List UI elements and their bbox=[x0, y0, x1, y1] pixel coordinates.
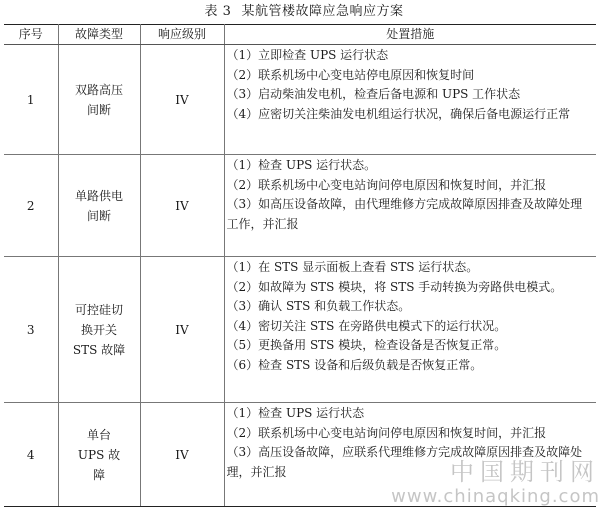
measure-item: （1）检查 UPS 运行状态 bbox=[226, 406, 365, 420]
measure-item: （3）高压设备故障，应联系代理维修方完成故障原因排查及故障处理，并汇报 bbox=[226, 445, 583, 479]
row-response-level: IV bbox=[140, 257, 224, 403]
measure-item: （4）密切关注 STS 在旁路供电模式下的运行状况。 bbox=[226, 318, 507, 333]
table-title: 某航管楼故障应急响应方案 bbox=[241, 4, 404, 19]
table-row bbox=[4, 45, 596, 155]
table-row bbox=[4, 403, 596, 507]
header-serial: 序号 bbox=[4, 25, 58, 45]
row-measures bbox=[224, 45, 596, 155]
table-number: 表 3 bbox=[204, 4, 232, 19]
watermark-chinese: 中国期刊网 bbox=[450, 458, 600, 486]
row-fault-type: 单台 UPS 故障 bbox=[58, 403, 140, 507]
row-measures bbox=[224, 155, 596, 257]
measure-item: （2）联系机场中心变电站询问停电原因和恢复时间，并汇报 bbox=[226, 177, 547, 192]
row-response-level: IV bbox=[140, 45, 224, 155]
measure-item: （3）如高压设备故障，由代理维修方完成故障原因排查及故障处理工作，并汇报 bbox=[226, 197, 583, 231]
row-fault-type: 双路高压间断 bbox=[58, 45, 140, 155]
table-row bbox=[4, 155, 596, 257]
measure-item: （1）立即检查 UPS 运行状态 bbox=[226, 48, 389, 62]
row-serial: 3 bbox=[4, 257, 58, 403]
row-measures bbox=[224, 257, 596, 403]
row-serial: 4 bbox=[4, 403, 58, 507]
table-caption bbox=[0, 2, 608, 22]
table-header-row bbox=[4, 25, 596, 45]
row-measures bbox=[224, 403, 596, 507]
measure-item: （1）检查 UPS 运行状态。 bbox=[226, 158, 377, 172]
measure-item: （2）联系机场中心变电站询问停电原因和恢复时间，并汇报 bbox=[226, 425, 547, 440]
row-fault-type: 可控硅切换开关 STS 故障 bbox=[58, 257, 140, 403]
row-serial: 2 bbox=[4, 155, 58, 257]
measure-item: （6）检查 STS 设备和后级负载是否恢复正常。 bbox=[226, 357, 483, 372]
table-row bbox=[4, 257, 596, 403]
measure-item: （5）更换备用 STS 模块，检查设备是否恢复正常。 bbox=[226, 338, 507, 352]
row-response-level: IV bbox=[140, 403, 224, 507]
measure-item: （3）确认 STS 和负载工作状态。 bbox=[226, 299, 411, 313]
measure-item: （2）如故障为 STS 模块，将 STS 手动转换为旁路供电模式。 bbox=[226, 279, 563, 294]
header-fault-type: 故障类型 bbox=[58, 25, 140, 45]
measure-item: （3）启动柴油发电机，检查后备电源和 UPS 工作状态 bbox=[226, 87, 521, 101]
header-measures: 处置措施 bbox=[224, 25, 596, 45]
measure-item: （4）应密切关注柴油发电机组运行状况，确保后备电源运行正常 bbox=[226, 106, 571, 121]
row-serial: 1 bbox=[4, 45, 58, 155]
watermark-url: www.chinaqking.com bbox=[391, 486, 600, 507]
row-fault-type: 单路供电间断 bbox=[58, 155, 140, 257]
row-response-level: IV bbox=[140, 155, 224, 257]
measure-item: （2）联系机场中心变电站停电原因和恢复时间 bbox=[226, 67, 475, 82]
header-response-level: 响应级别 bbox=[140, 25, 224, 45]
measure-item: （1）在 STS 显示面板上查看 STS 运行状态。 bbox=[226, 260, 479, 274]
emergency-response-table bbox=[4, 24, 596, 507]
